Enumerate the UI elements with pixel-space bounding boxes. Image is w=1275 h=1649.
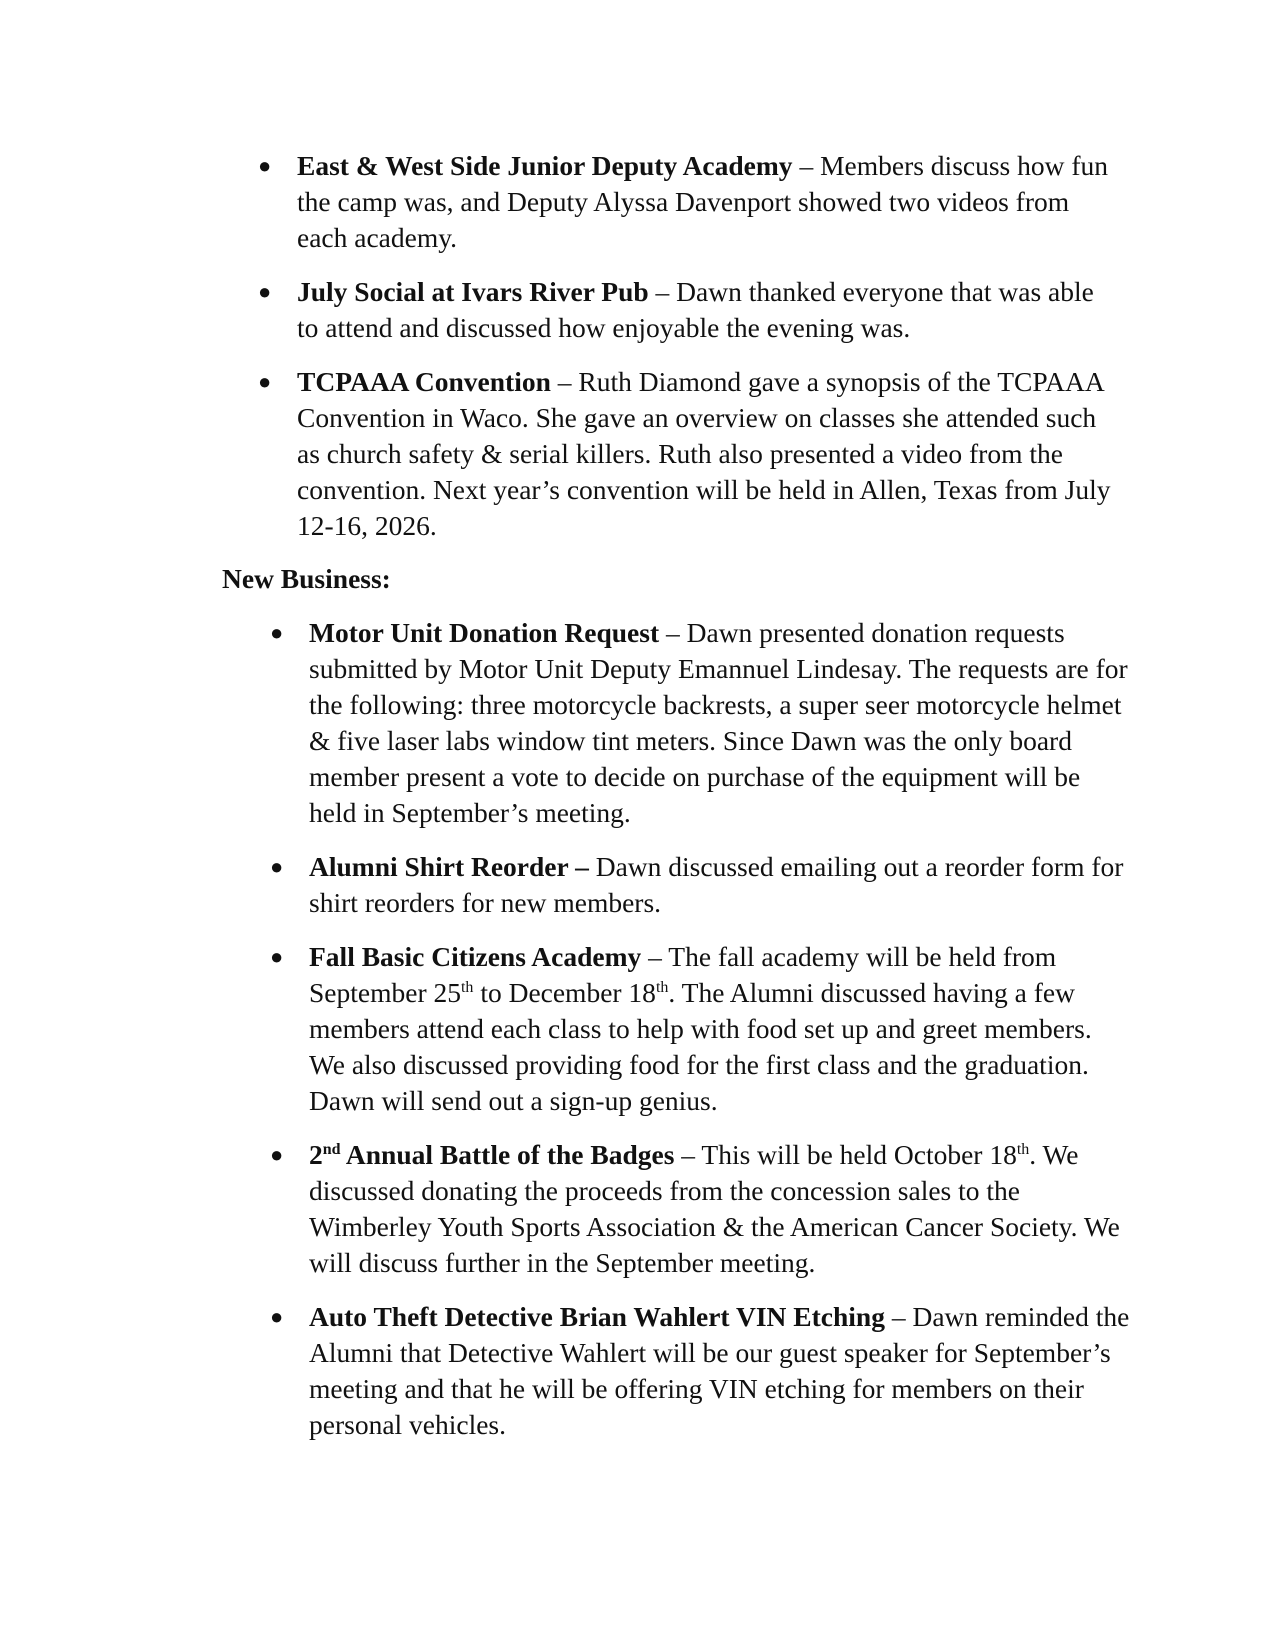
bullet-icon: ● bbox=[258, 153, 272, 178]
bullet-icon: ● bbox=[270, 1142, 284, 1167]
superscript: nd bbox=[322, 1140, 341, 1158]
bullet-icon: ● bbox=[270, 854, 284, 879]
list-item bbox=[270, 849, 1130, 921]
item-text: Dawn discussed emailing out a reorder form for shirt reorders for new members. bbox=[309, 851, 1124, 918]
item-title: TCPAAA Convention bbox=[297, 366, 551, 397]
bullet-icon: ● bbox=[258, 369, 272, 394]
superscript: th bbox=[1016, 1140, 1030, 1158]
item-text-part: . We discussed donating the proceeds from the concession sales to the Wimberley Youth Sports Association & the American Cancer Society. We will discuss further in the September meeting. bbox=[309, 1139, 1120, 1278]
item-title bbox=[309, 1139, 674, 1170]
bullet-icon: ● bbox=[270, 944, 284, 969]
item-text-part: to December 18 bbox=[473, 977, 656, 1008]
old-business-list bbox=[258, 148, 1118, 562]
item-text: – Dawn reminded the Alumni that Detective Wahlert will be our guest speaker for September’s meeting and that he will be offering VIN etching for members on their personal vehicles. bbox=[309, 1301, 1130, 1440]
item-text-part: – This will be held October 18 bbox=[674, 1139, 1017, 1170]
list-item bbox=[258, 148, 1118, 256]
new-business-list bbox=[270, 615, 1130, 1461]
bullet-icon: ● bbox=[270, 1304, 284, 1329]
item-text-part: . The Alumni discussed having a few members attend each class to help with food set up and greet members. We also discussed providing food for the first class and the graduation. Dawn will send out a sign-up genius. bbox=[309, 977, 1092, 1116]
item-text: – Ruth Diamond gave a synopsis of the TCPAAA Convention in Waco. She gave an overview on classes she attended such as church safety & serial killers. Ruth also presented a video from the convention. Next year’s convention will be held in Allen, Texas from July 12-16, 2026. bbox=[297, 366, 1111, 541]
superscript: th bbox=[460, 978, 474, 996]
title-number: 2 bbox=[309, 1139, 323, 1170]
list-item bbox=[270, 615, 1130, 831]
list-item bbox=[258, 274, 1118, 346]
bullet-icon: ● bbox=[258, 279, 272, 304]
item-text: – Members discuss how fun the camp was, and Deputy Alyssa Davenport showed two videos from each academy. bbox=[297, 150, 1109, 253]
item-text-part: – The fall academy will be held from September 25 bbox=[309, 941, 1057, 1008]
superscript: th bbox=[655, 978, 669, 996]
list-item bbox=[258, 364, 1118, 544]
bullet-icon: ● bbox=[270, 620, 284, 645]
item-text: – Dawn thanked everyone that was able to attend and discussed how enjoyable the evening was. bbox=[297, 276, 1094, 343]
item-title: Alumni Shirt Reorder – bbox=[309, 851, 589, 882]
list-item bbox=[270, 939, 1130, 1119]
list-item bbox=[270, 1299, 1130, 1443]
item-title: July Social at Ivars River Pub bbox=[297, 276, 649, 307]
list-item bbox=[270, 1137, 1130, 1281]
section-heading-new-business: New Business: bbox=[222, 563, 391, 594]
item-title: Fall Basic Citizens Academy bbox=[309, 941, 642, 972]
item-text: – Dawn presented donation requests submitted by Motor Unit Deputy Emannuel Lindesay. The requests are for the following: three motorcycle backrests, a super seer motorcycle helmet & five laser labs window tint meters. Since Dawn was the only board member present a vote to decide on purchase of the equipment will be held in September’s meeting. bbox=[309, 617, 1128, 828]
item-title: Motor Unit Donation Request bbox=[309, 617, 660, 648]
item-title: East & West Side Junior Deputy Academy bbox=[297, 150, 793, 181]
title-rest: Annual Battle of the Badges bbox=[340, 1139, 675, 1170]
item-title: Auto Theft Detective Brian Wahlert VIN Etching bbox=[309, 1301, 885, 1332]
